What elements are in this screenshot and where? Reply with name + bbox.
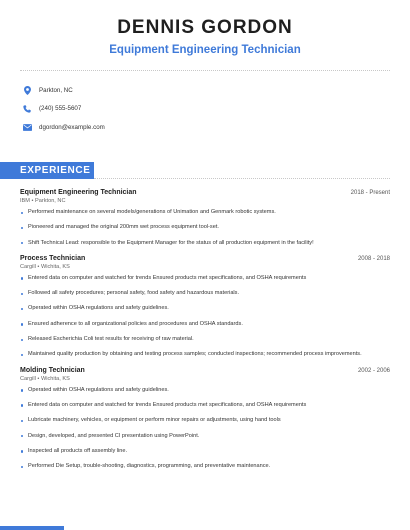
list-item: Lubricate machinery, vehicles, or equipment or perform minor repairs or adjustments, using hand tools [20, 417, 390, 425]
job-bullets [20, 209, 390, 247]
job-title: Process Technician [20, 254, 86, 262]
resume-header [0, 0, 410, 56]
location-pin-icon [22, 85, 32, 95]
phone-text: (240) 555-5607 [39, 105, 82, 113]
separator-dot: • [31, 198, 36, 204]
job-bullets [20, 387, 390, 471]
list-item: Shift Technical Lead: responsible to the Equipment Manager for the status of all production equipment in the facility! [20, 240, 390, 248]
job-location: Parkton, NC [35, 198, 66, 204]
list-item: Operated within OSHA regulations and safety guidelines. [20, 387, 390, 395]
separator-dot: • [37, 375, 41, 382]
list-item: Entered data on computer and watched for trends Ensured products met specifications, and OSHA requirements [20, 275, 390, 283]
job-employer [20, 198, 390, 204]
job-bullets [20, 275, 390, 359]
job-company: IBM [20, 198, 30, 204]
list-item: Operated within OSHA regulations and safety guidelines. [20, 305, 390, 313]
candidate-title: Equipment Engineering Technician [109, 44, 301, 56]
email-text: dgordon@example.com [39, 123, 105, 131]
separator-dot: • [37, 263, 41, 270]
job-title: Equipment Engineering Technician [20, 189, 137, 196]
list-item: Released Escherichia Coli test results for receiving of raw material. [20, 336, 390, 344]
experience-heading: EXPERIENCE [0, 162, 94, 179]
job-employer [20, 376, 390, 382]
list-item: Design, developed, and presented CI presentation using PowerPoint. [20, 433, 390, 441]
list-item: Pioneered and managed the original 200mm wet process equipment tool-set. [20, 224, 390, 232]
phone-icon [22, 104, 32, 114]
list-item: Entered data on computer and watched for trends Ensured products met specifications, and OSHA requirements [20, 402, 390, 410]
job-entry [20, 255, 390, 359]
list-item: Performed Die Setup, trouble-shooting, diagnostics, programming, and preventative maintenance. [20, 463, 390, 471]
list-item: Ensured adherence to all organizational policies and procedures and OSHA standards. [20, 321, 390, 329]
job-dates: 2008 - 2018 [357, 255, 390, 262]
experience-divider [94, 178, 390, 179]
experience-list [20, 189, 390, 478]
job-title: Molding Technician [20, 366, 85, 374]
job-dates: 2002 - 2006 [357, 367, 390, 374]
candidate-name: DENNIS GORDON [117, 17, 293, 38]
envelope-icon [22, 122, 32, 132]
list-item: Inspected all products off assembly line. [20, 448, 390, 456]
contact-location [22, 81, 410, 100]
list-item: Maintained quality production by obtaining and testing process samples; conducted inspections; recommended process improvements. [20, 351, 390, 359]
contact-email [22, 118, 410, 137]
next-section-bar [0, 526, 64, 530]
job-employer [20, 264, 390, 270]
job-location: Wichita, KS [40, 375, 70, 382]
list-item: Performed maintenance on several models/generations of Unimation and Genmark robotic systems. [20, 209, 390, 217]
job-entry [20, 367, 390, 471]
job-company: Cargill [20, 375, 36, 382]
job-company: Cargill [20, 263, 36, 270]
header-divider [20, 70, 390, 71]
contact-info [22, 81, 410, 137]
job-location: Wichita, KS [40, 263, 70, 270]
list-item: Followed all safety procedures; personal safety, food safety and hazardous materials. [20, 290, 390, 298]
job-dates: 2018 - Present [350, 190, 390, 196]
location-text: Parkton, NC [39, 86, 73, 94]
job-entry [20, 189, 390, 247]
contact-phone [22, 100, 410, 119]
